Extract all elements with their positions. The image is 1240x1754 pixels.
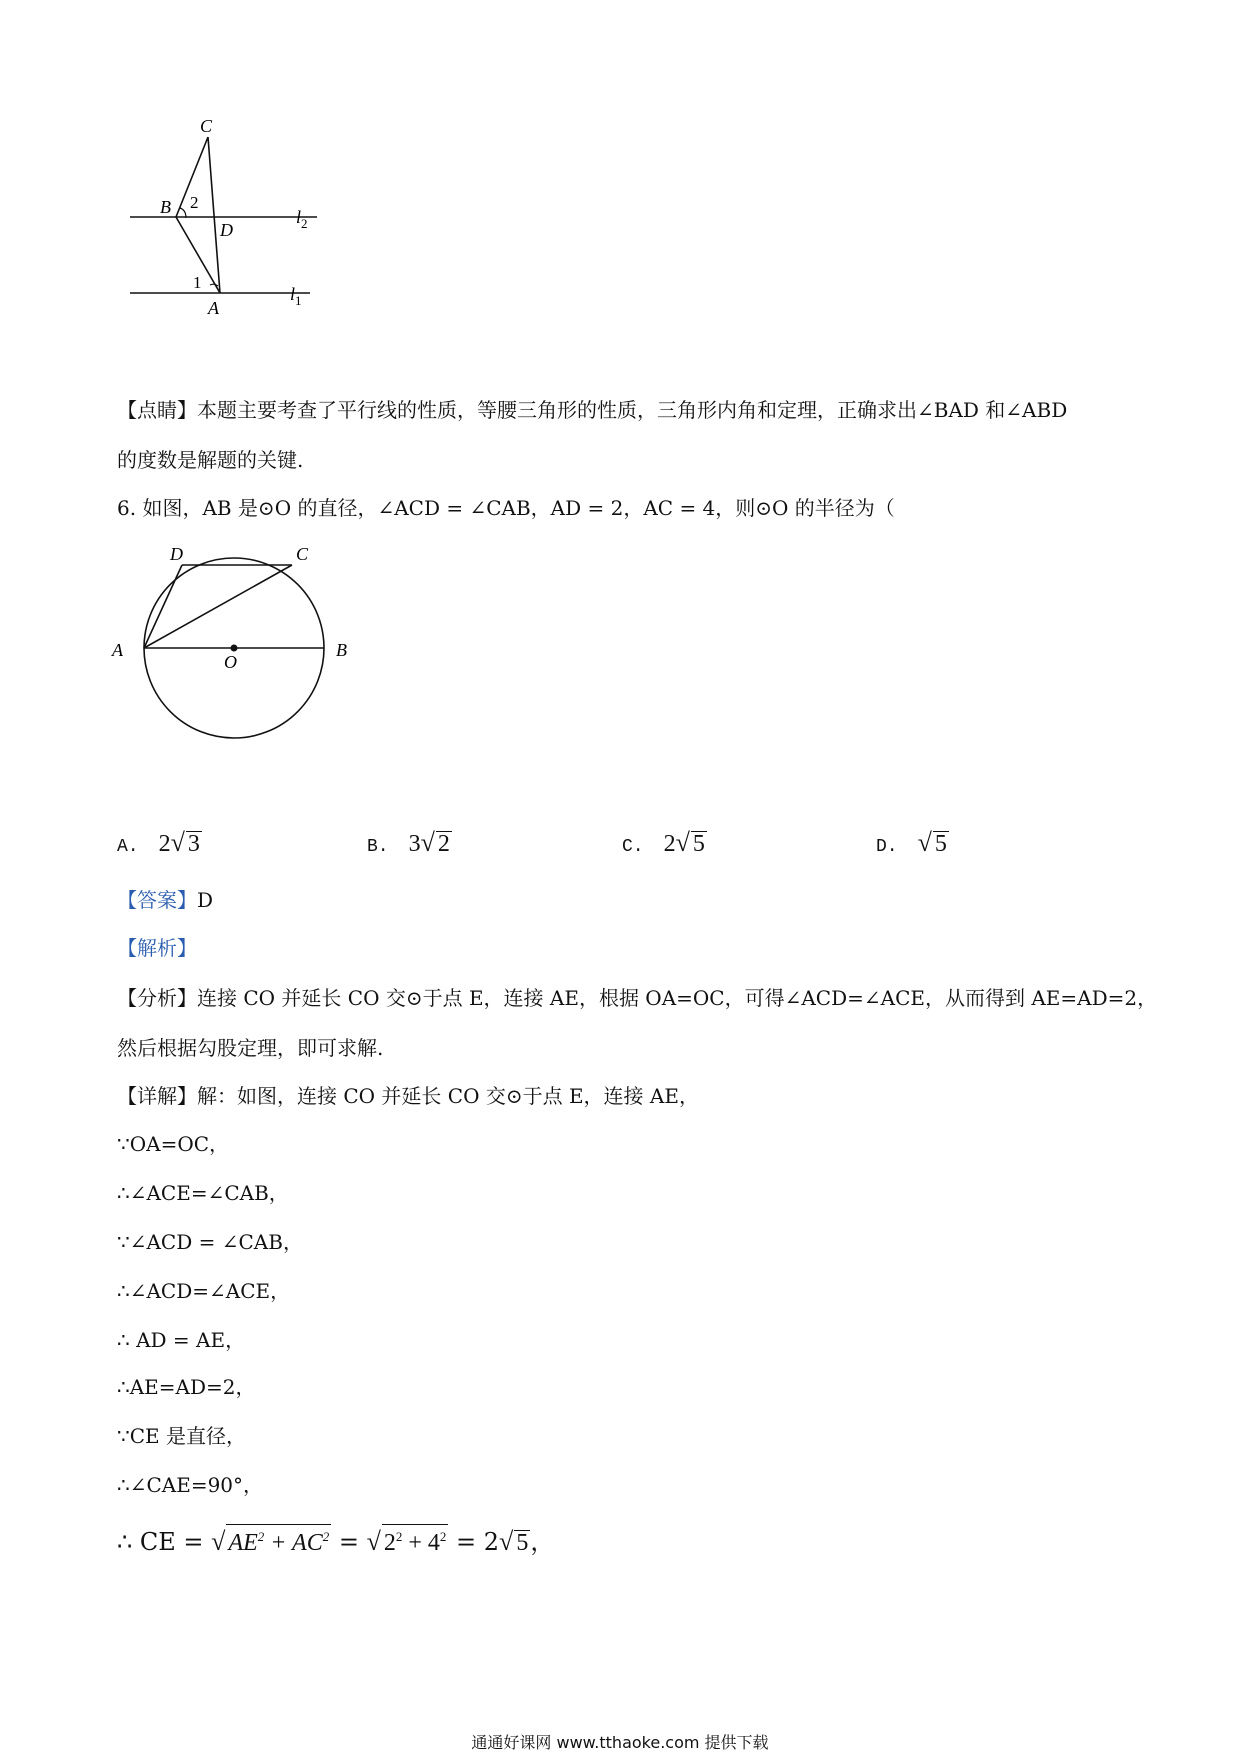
option-A[interactable]: A. 2√ 3	[117, 828, 200, 857]
segment-CA	[208, 137, 220, 293]
dianjing-line2: 的度数是解题的关键.	[117, 448, 304, 472]
footer: 通通好课网 www.tthaoke.com 提供下载	[471, 1733, 769, 1752]
figure-circle	[110, 540, 370, 770]
option-C[interactable]: C. 2√ 5	[622, 828, 705, 857]
xiangjie-step-1: ∵OA=OC，	[117, 1132, 230, 1156]
xiangjie-step-8: ∴∠CAE=90°，	[117, 1473, 264, 1497]
label-B: B	[160, 197, 171, 217]
label-angle2: 2	[190, 193, 199, 212]
xiangjie-step-4: ∴∠ACD=∠ACE，	[117, 1279, 291, 1303]
center-dot	[231, 645, 238, 652]
label-O: O	[224, 652, 237, 672]
label-D: D	[220, 220, 233, 240]
xiangjie-step-5: ∴ AD = AE，	[117, 1328, 246, 1352]
question6-text: 6. 如图，AB 是⊙O 的直径，∠ACD = ∠CAB，AD = 2，AC = 4，则⊙O 的半径为（	[117, 496, 895, 520]
label-B2: B	[336, 640, 347, 660]
xiangjie-final-equation: ∴ CE = √ $AE^2 + AC^2$ = √ $2^2 + 4^2 = 2√$ 5，	[117, 1524, 554, 1561]
figure-parallel-lines	[110, 120, 350, 360]
answer-line	[117, 886, 213, 914]
label-l2: $l_2$	[296, 207, 308, 231]
dianjing-line1: 【点睛】本题主要考查了平行线的性质，等腰三角形的性质，三角形内角和定理，正确求出∠BAD 和∠ABD	[117, 398, 1068, 422]
analysis-header: 【解析】	[117, 936, 197, 960]
answer-value: D	[197, 888, 214, 912]
label-C2: C	[296, 544, 309, 564]
chord-AD	[144, 565, 182, 648]
label-A: A	[208, 298, 219, 318]
chord-AC	[144, 565, 292, 648]
label-angle1: 1	[193, 273, 202, 292]
fenxi-line2: 然后根据勾股定理，即可求解.	[117, 1036, 384, 1060]
label-D2: D	[170, 544, 183, 564]
label-C: C	[200, 120, 213, 136]
angle-arc-1	[210, 284, 218, 286]
xiangjie-step-3: ∵∠ACD = ∠CAB，	[117, 1230, 303, 1254]
option-B[interactable]: B. 3√ 2	[367, 828, 450, 857]
xiangjie-step-6: ∴AE=AD=2，	[117, 1375, 256, 1399]
xiangjie-step-0: 【详解】解：如图，连接 CO 并延长 CO 交⊙于点 E，连接 AE，	[117, 1084, 699, 1108]
fenxi-line1: 【分析】连接 CO 并延长 CO 交⊙于点 E，连接 AE，根据 OA=OC，可得∠ACD=∠ACE，从而得到 AE=AD=2，	[117, 986, 1158, 1010]
option-D[interactable]: D. √ 5	[876, 828, 947, 857]
xiangjie-step-2: ∴∠ACE=∠CAB，	[117, 1181, 289, 1205]
label-l1: $l_1$	[290, 284, 302, 308]
label-A2: A	[112, 640, 123, 660]
xiangjie-step-7: ∵CE 是直径，	[117, 1424, 246, 1448]
answer-bracket: 【答案】	[117, 888, 197, 912]
